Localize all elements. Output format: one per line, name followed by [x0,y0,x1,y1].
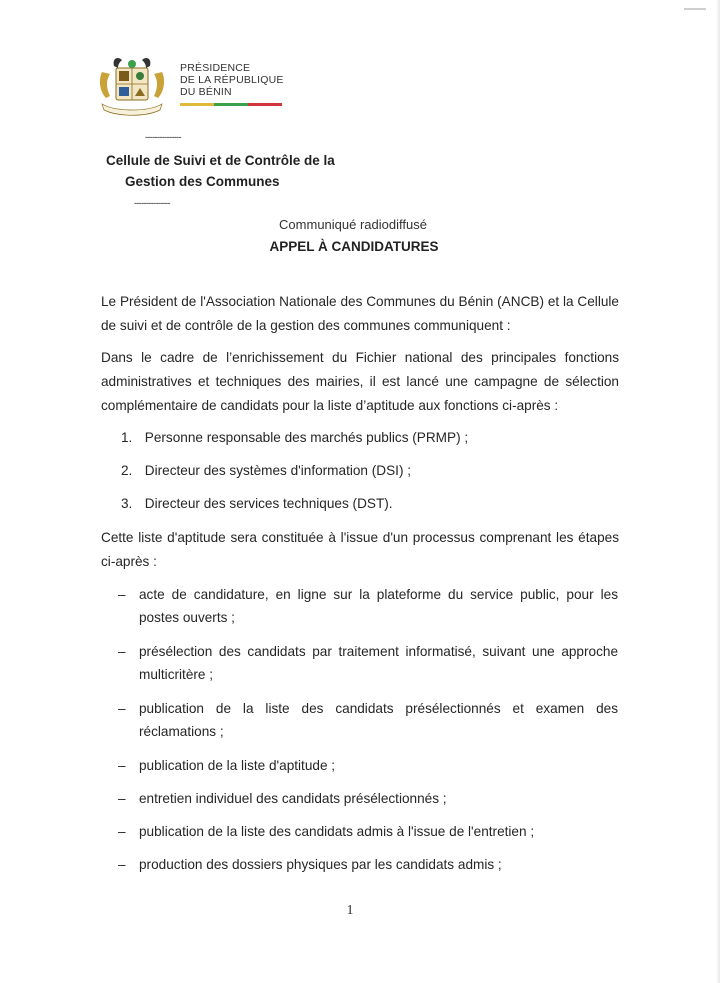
flag-color-bar [180,103,282,106]
presidency-line-3: DU BÉNIN [180,86,232,98]
process-step [118,583,618,629]
process-step-text: publication de la liste des candidats admis à l'issue de l'entretien ; [139,824,535,839]
position-number: 2. [121,463,133,478]
presidency-line-1: PRÉSIDENCE [180,62,251,74]
position-number: 1. [121,430,133,445]
position-text: Personne responsable des marchés publics (PRMP) ; [144,430,469,445]
process-step-text: production des dossiers physiques par les candidats admis ; [139,857,502,872]
communique-subtitle-text: Communiqué radiodiffusé [279,217,427,232]
scan-edge-shadow [716,0,720,983]
bullet-dash: – [118,758,126,773]
process-step [118,787,618,810]
position-text: Directeur des services techniques (DST). [144,496,393,511]
separator-bottom: --------------- [134,198,170,208]
context-paragraph: Dans le cadre de l’enrichissement du Fichier national des principales fonctions administratives et techniques des mairies, il est lancé une campagne de sélection complémentaire de candidats pour la liste d’aptitude aux fonctions ci-après : [101,350,619,413]
position-number: 3. [121,496,133,511]
bullet-dash: – [118,791,126,806]
intro-paragraph: Le Président de l'Association Nationale des Communes du Bénin (ANCB) et la Cellule de suivi et de contrôle de la gestion des communes communiquent : [101,294,619,333]
page-number-text: 1 [346,903,354,918]
organization-title-line1: Cellule de Suivi et de Contrôle de la [106,153,335,168]
process-intro-paragraph: Cette liste d'aptitude sera constituée à l'issue d'un processus comprenant les étapes ci-après : [101,530,619,569]
position-item-2 [121,463,411,478]
flag-red [248,103,282,106]
organization-title [106,150,335,192]
scan-mark [684,8,706,10]
process-step [118,754,618,777]
presidency-heading [180,62,284,106]
process-step [118,640,618,686]
benin-coat-of-arms-logo [96,52,168,118]
separator-top: --------------- [145,132,181,142]
process-step-text: acte de candidature, en ligne sur la plateforme du service public, pour les postes ouverts ; [139,587,618,625]
bullet-dash: – [118,857,126,872]
document-title [0,239,720,254]
process-step [118,820,618,843]
document-title-text: APPEL À CANDIDATURES [269,239,439,254]
organization-title-line2: Gestion des Communes [125,174,280,189]
flag-green [214,103,248,106]
process-step-text: publication de la liste des candidats présélectionnés et examen des réclamations ; [139,701,618,739]
communique-subtitle [0,217,720,232]
process-step-text: publication de la liste d'aptitude ; [139,758,336,773]
presidency-line-2: DE LA RÉPUBLIQUE [180,74,284,86]
position-text: Directeur des systèmes d'information (DSI) ; [144,463,412,478]
process-step [118,853,618,876]
bullet-dash: – [118,644,126,659]
bullet-dash: – [118,824,126,839]
process-step-text: présélection des candidats par traitement informatisé, suivant une approche multicritère ; [139,644,618,682]
bullet-dash: – [118,587,126,602]
page-number [0,903,720,919]
process-step [118,697,618,743]
flag-yellow [180,103,214,106]
position-item-3 [121,496,393,511]
bullet-dash: – [118,701,126,716]
position-item-1 [121,430,468,445]
process-step-text: entretien individuel des candidats présélectionnés ; [139,791,447,806]
